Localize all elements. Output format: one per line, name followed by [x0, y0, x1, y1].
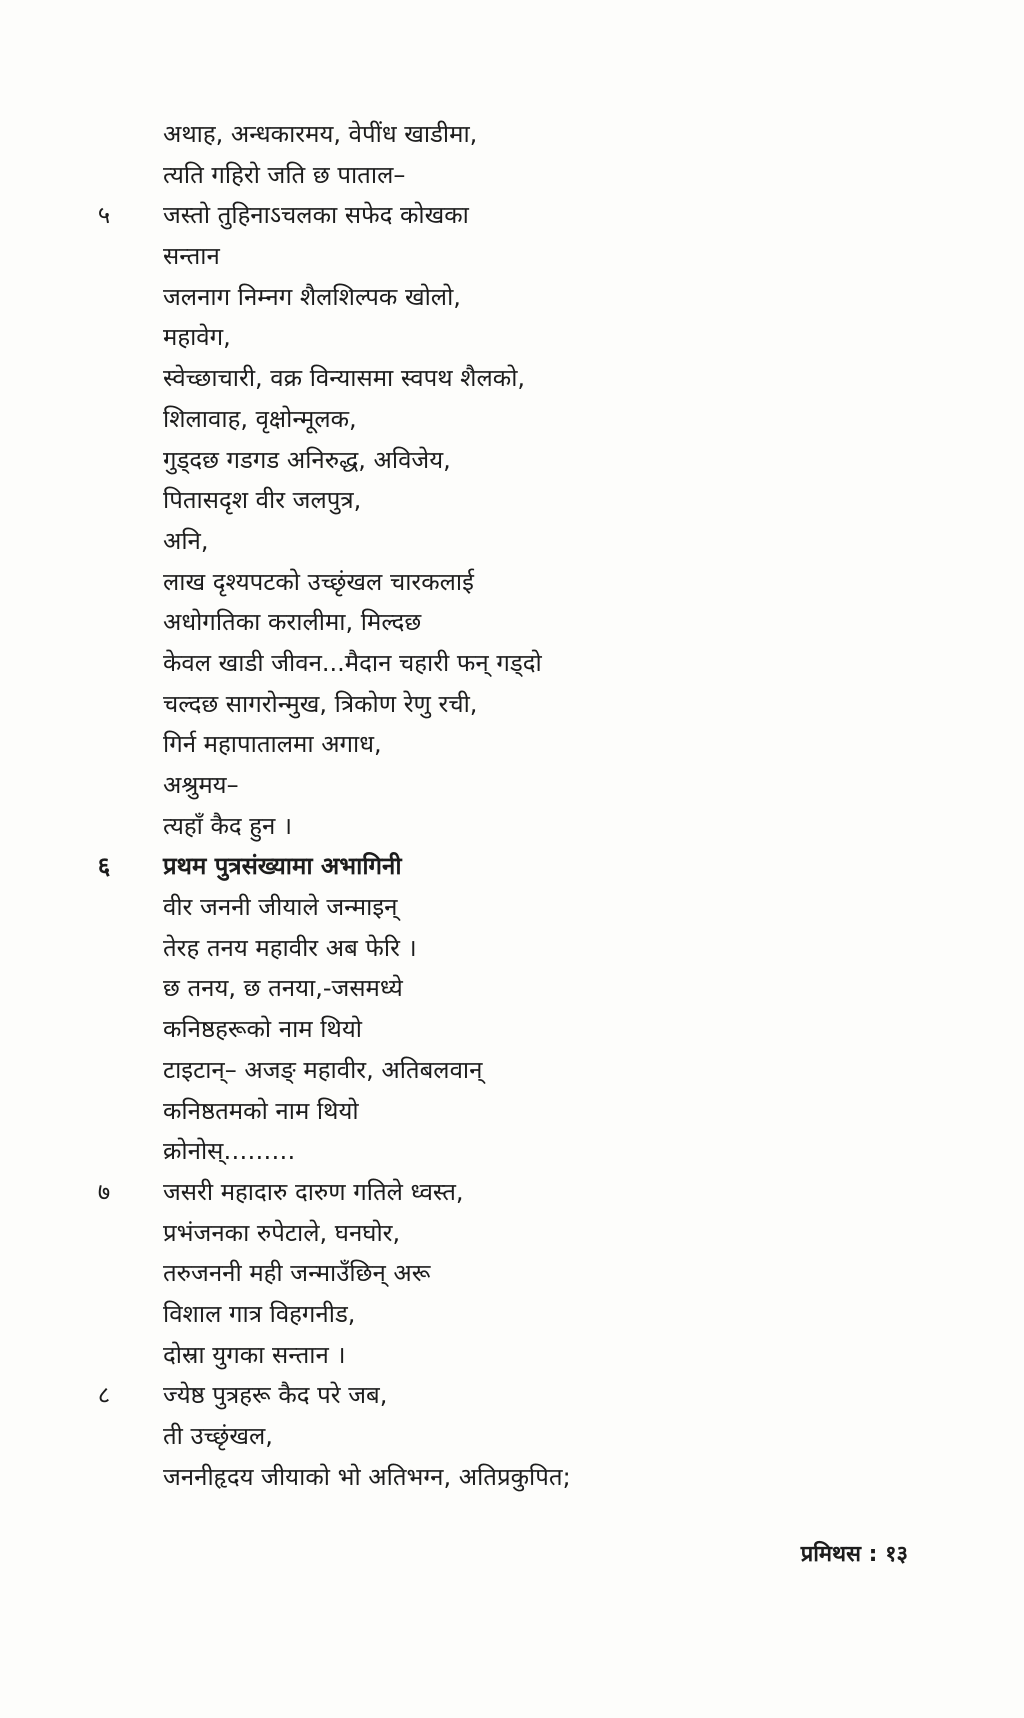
poem-line-text: त्यहाँ कैद हुन ।	[163, 811, 293, 840]
stanza-number: ७	[97, 1177, 111, 1206]
poem-line	[163, 155, 963, 196]
poem-line-text: जलनाग निम्नग शैलशिल्पक खोलो,	[163, 282, 461, 311]
poem-line-text: कनिष्ठहरूको नाम थियो	[163, 1015, 362, 1044]
poem-line-text: ज्येष्ठ पुत्रहरू कैद परे जब,	[163, 1381, 388, 1410]
poem-line-text: केवल खाडी जीवन...मैदान चहारी फन् गड्दो	[163, 648, 542, 677]
poem-line-text: जस्तो तुहिनाऽचलका सफेद कोखका	[163, 201, 469, 230]
stanza-number: ८	[97, 1381, 111, 1410]
poem-line	[97, 195, 963, 236]
poem-line-text: अनि,	[163, 526, 209, 555]
poem-line-text: क्रोनोस्………	[163, 1137, 296, 1166]
poem-line-text: प्रभंजनका रुपेटाले, घनघोर,	[163, 1218, 401, 1247]
poem-line	[163, 1050, 963, 1091]
poem-line	[97, 1375, 963, 1416]
poem-line	[163, 602, 963, 643]
poem-line-text: टाइटान्– अजङ्‌ महावीर, अतिबलवान्	[163, 1055, 483, 1084]
poem-line	[163, 806, 963, 847]
poem-line-text: लाख दृश्यपटको उच्छृंखल चारकलाई	[163, 567, 474, 596]
poem-line-text: जसरी महादारु दारुण गतिले ध्वस्त,	[163, 1177, 464, 1206]
poem-line-text: ती उच्छृंखल,	[163, 1422, 273, 1450]
poem-line	[163, 399, 963, 440]
poem-line-text: प्रथम पुत्रसंख्यामा अभागिनी	[163, 852, 402, 881]
poem-line-text: अथाह, अन्धकारमय, वेपींध खाडीमा,	[163, 120, 478, 148]
poem-line	[163, 968, 963, 1009]
poem-line-text: गुड्दछ गडगड अनिरुद्ध, अविजेय,	[163, 445, 451, 474]
poem-line-text: दोस्रा युगका सन्तान ।	[163, 1340, 346, 1369]
poem-line	[163, 1253, 963, 1294]
poem-line-text: छ तनय, छ तनया,-जसमध्ये	[163, 974, 403, 1003]
stanza-number: ६	[97, 852, 111, 881]
poem-line	[163, 480, 963, 521]
poem-line	[163, 1213, 963, 1254]
poem-line	[163, 114, 963, 155]
poem-line	[163, 1457, 963, 1498]
poem-line	[163, 1131, 963, 1172]
poem-line	[163, 887, 963, 928]
poem-line	[163, 358, 963, 399]
poem-line-text: तेरह तनय महावीर अब फेरि ।	[163, 933, 417, 962]
poem-line-text: कनिष्ठतमको नाम थियो	[163, 1096, 359, 1125]
poem-line	[163, 440, 963, 481]
poem-line	[163, 1091, 963, 1132]
poem-line	[163, 928, 963, 969]
poem-line	[163, 317, 963, 358]
poem-line	[163, 684, 963, 725]
poem-body	[97, 114, 963, 1497]
poem-line	[163, 643, 963, 684]
poem-line	[163, 521, 963, 562]
poem-line	[163, 236, 963, 277]
poem-line-text: त्यति गहिरो जति छ पाताल–	[163, 160, 406, 189]
poem-line	[163, 1009, 963, 1050]
poem-line	[97, 1172, 963, 1213]
poem-line-text: गिर्न महापातालमा अगाध,	[163, 730, 382, 759]
poem-line-text: अश्रुमय–	[163, 771, 239, 799]
page-footer: प्रमिथस : १३	[800, 1542, 908, 1567]
stanza-number: ५	[97, 201, 111, 230]
poem-line-text: वीर जननी जीयाले जन्माइन्	[163, 893, 398, 922]
poem-line-text: चल्दछ सागरोन्मुख, त्रिकोण रेणु रची,	[163, 689, 478, 718]
poem-line-text: जननीहृदय जीयाको भो अतिभग्न, अतिप्रकुपित;	[163, 1462, 571, 1491]
poem-line-text: अधोगतिका करालीमा, मिल्दछ	[163, 608, 422, 637]
poem-line-text: पितासदृश वीर जलपुत्र,	[163, 486, 362, 515]
poem-line-text: शिलावाह, वृक्षोन्मूलक,	[163, 404, 357, 433]
poem-line	[97, 846, 963, 887]
poem-line-text: सन्तान	[163, 242, 220, 271]
poem-line-text: विशाल गात्र विहगनीड,	[163, 1299, 356, 1328]
poem-line	[163, 1335, 963, 1376]
poem-line	[163, 1294, 963, 1335]
poem-line	[163, 277, 963, 318]
poem-line	[163, 724, 963, 765]
poem-line	[163, 562, 963, 603]
poem-line-text: तरुजननी मही जन्माउँछिन् अरू	[163, 1259, 431, 1288]
poem-line-text: स्वेच्छाचारी, वक्र विन्यासमा स्वपथ शैलको,	[163, 364, 526, 393]
poem-line	[163, 1416, 963, 1457]
poem-line-text: महावेग,	[163, 323, 231, 352]
poem-line	[163, 765, 963, 806]
